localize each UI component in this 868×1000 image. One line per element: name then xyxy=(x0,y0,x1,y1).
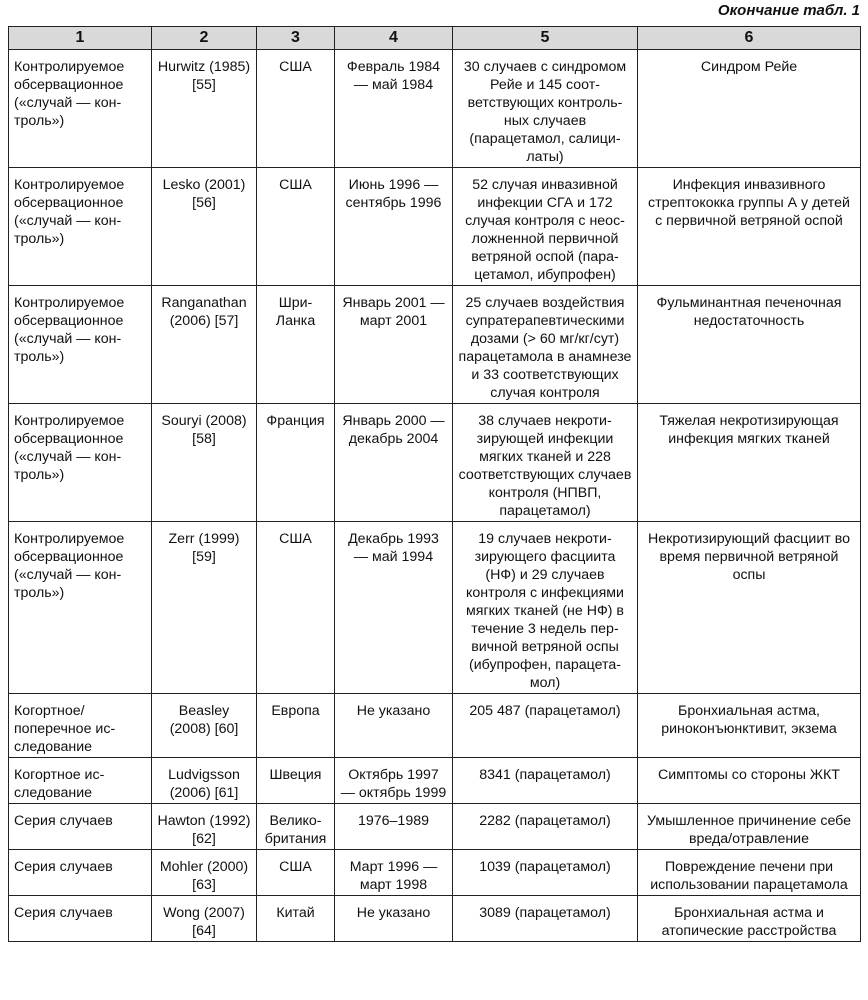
table-cell: 52 случая инвазивной инфекции СГА и 172 случая контроля с неосложненной первичной ветряной оспой (парацетамол, ибупрофен) xyxy=(453,168,638,286)
table-cell: США xyxy=(257,168,335,286)
table-cell: Шри-Ланка xyxy=(257,286,335,404)
table-cell: Lesko (2001) [56] xyxy=(152,168,257,286)
table-cell: Beasley (2008) [60] xyxy=(152,694,257,758)
table-cell: Бронхиальная астма, риноконъюнктивит, экзема xyxy=(638,694,861,758)
table-cell: США xyxy=(257,522,335,694)
table-cell: США xyxy=(257,850,335,896)
table-row xyxy=(9,168,861,286)
table-cell: Великобритания xyxy=(257,804,335,850)
table-cell: Январь 2001 — март 2001 xyxy=(335,286,453,404)
table-cell: Ranganathan (2006) [57] xyxy=(152,286,257,404)
studies-table xyxy=(8,26,861,942)
table-row xyxy=(9,758,861,804)
table-cell: Фульминантная печеночная недостаточность xyxy=(638,286,861,404)
table-cell: США xyxy=(257,50,335,168)
table-cell: Не указано xyxy=(335,694,453,758)
table-cell: Повреждение печени при использовании парацетамола xyxy=(638,850,861,896)
table-cell: Серия случаев xyxy=(9,850,152,896)
table-row xyxy=(9,694,861,758)
table-cell: Октябрь 1997 — октябрь 1999 xyxy=(335,758,453,804)
column-header: 2 xyxy=(152,27,257,50)
column-header: 5 xyxy=(453,27,638,50)
table-cell: 1976–1989 xyxy=(335,804,453,850)
table-cell: Февраль 1984 — май 1984 xyxy=(335,50,453,168)
table-cell: 25 случаев воздействия супратерапевтическими дозами (> 60 мг/кг/сут) парацетамола в анамнезе и 33 соответствующих случая контроля xyxy=(453,286,638,404)
table-cell: Умышленное причинение себе вреда/отравление xyxy=(638,804,861,850)
column-header: 6 xyxy=(638,27,861,50)
table-cell: Когортное/ поперечное исследование xyxy=(9,694,152,758)
header-row xyxy=(9,27,861,50)
table-cell: 30 случаев с синдромом Рейе и 145 соответствующих контрольных случаев (парацетамол, салицилаты) xyxy=(453,50,638,168)
table-cell: Контролируемое обсервационное («случай — контроль») xyxy=(9,168,152,286)
table-row xyxy=(9,50,861,168)
table-cell: Синдром Рейе xyxy=(638,50,861,168)
table-cell: Wong (2007) [64] xyxy=(152,896,257,942)
table-cell: Когортное исследование xyxy=(9,758,152,804)
table-cell: Июнь 1996 — сентябрь 1996 xyxy=(335,168,453,286)
table-cell: Серия случаев xyxy=(9,896,152,942)
table-cell: Бронхиальная астма и атопические расстройства xyxy=(638,896,861,942)
table-cell: 38 случаев некротизирующей инфекции мягких тканей и 228 соответствующих случаев контроля (НПВП, парацетамол) xyxy=(453,404,638,522)
table-cell: Март 1996 — март 1998 xyxy=(335,850,453,896)
column-header: 4 xyxy=(335,27,453,50)
table-cell: Китай xyxy=(257,896,335,942)
table-cell: Контролируемое обсервационное («случай — контроль») xyxy=(9,522,152,694)
table-row xyxy=(9,804,861,850)
table-cell: Souryi (2008) [58] xyxy=(152,404,257,522)
table-cell: Контролируемое обсервационное («случай — контроль») xyxy=(9,50,152,168)
table-cell: 2282 (парацетамол) xyxy=(453,804,638,850)
table-cell: 19 случаев некротизирующего фасциита (НФ) и 29 случаев контроля с инфекциями мягких тканей (не НФ) в течение 3 недель первичной ветряной оспы (ибупрофен, парацетамол) xyxy=(453,522,638,694)
table-cell: Некротизирующий фасциит во время первичной ветряной оспы xyxy=(638,522,861,694)
table-body xyxy=(9,50,861,942)
table-cell: Декабрь 1993 — май 1994 xyxy=(335,522,453,694)
table-row xyxy=(9,404,861,522)
table-cell: Ludvigsson (2006) [61] xyxy=(152,758,257,804)
table-row xyxy=(9,896,861,942)
table-cell: Январь 2000 — декабрь 2004 xyxy=(335,404,453,522)
table-caption: Окончание табл. 1 xyxy=(717,2,860,19)
table-row xyxy=(9,522,861,694)
table-row xyxy=(9,850,861,896)
table-cell: Контролируемое обсервационное («случай — контроль») xyxy=(9,286,152,404)
table-cell: Европа xyxy=(257,694,335,758)
table-cell: Контролируемое обсервационное («случай — контроль») xyxy=(9,404,152,522)
table-cell: Mohler (2000) [63] xyxy=(152,850,257,896)
table-cell: 1039 (парацетамол) xyxy=(453,850,638,896)
table-cell: Тяжелая некротизирующая инфекция мягких тканей xyxy=(638,404,861,522)
table-cell: Hurwitz (1985) [55] xyxy=(152,50,257,168)
column-header: 1 xyxy=(9,27,152,50)
table-cell: 205 487 (парацетамол) xyxy=(453,694,638,758)
column-header: 3 xyxy=(257,27,335,50)
table-cell: Инфекция инвазивного стрептококка группы А у детей с первичной ветряной оспой xyxy=(638,168,861,286)
table-cell: Hawton (1992) [62] xyxy=(152,804,257,850)
table-cell: Не указано xyxy=(335,896,453,942)
table-cell: Симптомы со стороны ЖКТ xyxy=(638,758,861,804)
table-cell: Франция xyxy=(257,404,335,522)
table-row xyxy=(9,286,861,404)
table-cell: Серия случаев xyxy=(9,804,152,850)
table-cell: 3089 (парацетамол) xyxy=(453,896,638,942)
table-cell: 8341 (парацетамол) xyxy=(453,758,638,804)
table-cell: Zerr (1999) [59] xyxy=(152,522,257,694)
table-cell: Швеция xyxy=(257,758,335,804)
